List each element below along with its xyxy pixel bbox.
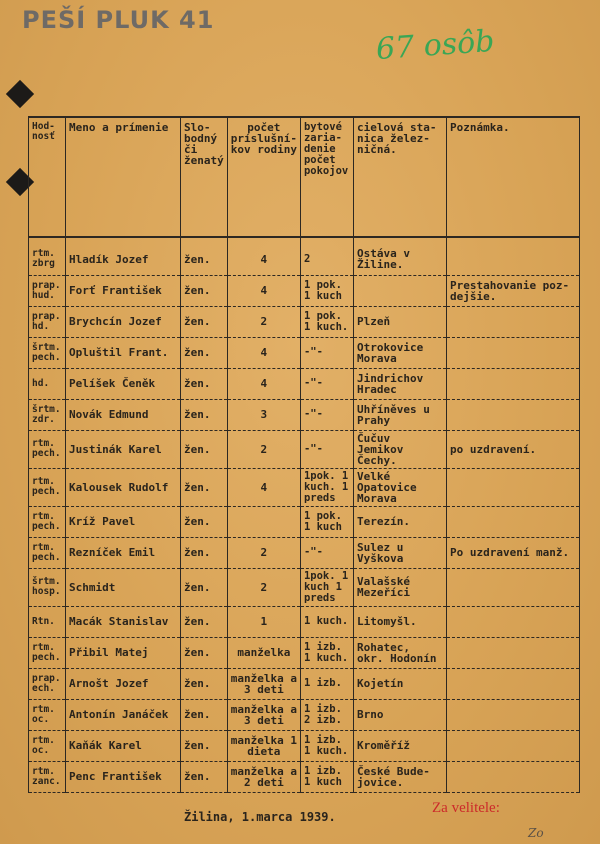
cell-name: Hladík Jozef bbox=[66, 244, 181, 275]
spacer-cell bbox=[227, 237, 300, 244]
header-family: počet príslušní-kov rodiny bbox=[227, 117, 300, 237]
cell-note bbox=[446, 306, 579, 337]
table-row bbox=[29, 306, 580, 337]
cell-name: Schmidt bbox=[66, 568, 181, 606]
table-row bbox=[29, 368, 580, 399]
spacer-cell bbox=[66, 237, 181, 244]
cell-rank: šrtm. zdr. bbox=[29, 399, 66, 430]
cell-note bbox=[446, 337, 579, 368]
spacer-cell bbox=[181, 237, 228, 244]
cell-note bbox=[446, 668, 579, 699]
cell-status: žen. bbox=[181, 730, 228, 761]
cell-name: Kríž Pavel bbox=[66, 506, 181, 537]
cell-status: žen. bbox=[181, 244, 228, 275]
cell-family: manželka a 3 deti bbox=[227, 668, 300, 699]
cell-rank: Rtn. bbox=[29, 606, 66, 637]
cell-status: žen. bbox=[181, 399, 228, 430]
cell-family: 1 bbox=[227, 606, 300, 637]
cell-status: žen. bbox=[181, 506, 228, 537]
cell-status: žen. bbox=[181, 430, 228, 468]
punch-hole-top bbox=[6, 80, 34, 108]
cell-destination bbox=[353, 275, 446, 306]
cell-rooms: -"- bbox=[300, 537, 353, 568]
cell-family: 2 bbox=[227, 568, 300, 606]
cell-status: žen. bbox=[181, 368, 228, 399]
table-row bbox=[29, 537, 580, 568]
cell-destination: Brno bbox=[353, 699, 446, 730]
cell-status: žen. bbox=[181, 668, 228, 699]
cell-note: Po uzdravení manž. bbox=[446, 537, 579, 568]
handwritten-count: 67 osôb bbox=[374, 23, 496, 68]
cell-family: manželka 1 dieta bbox=[227, 730, 300, 761]
cell-note bbox=[446, 730, 579, 761]
table-body bbox=[29, 237, 580, 792]
cell-name: Opluštil Frant. bbox=[66, 337, 181, 368]
cell-status: žen. bbox=[181, 275, 228, 306]
cell-destination: Rohatec, okr. Hodonín bbox=[353, 637, 446, 668]
cell-rank: rtm. zbrg bbox=[29, 244, 66, 275]
cell-rooms: 1 izb. 1 kuch. bbox=[300, 637, 353, 668]
spacer-cell bbox=[446, 237, 579, 244]
table-row bbox=[29, 730, 580, 761]
personnel-table bbox=[28, 116, 580, 793]
cell-rooms: 1 pok. 1 kuch bbox=[300, 275, 353, 306]
cell-destination: Plzeň bbox=[353, 306, 446, 337]
cell-family bbox=[227, 506, 300, 537]
cell-status: žen. bbox=[181, 606, 228, 637]
cell-name: Macák Stanislav bbox=[66, 606, 181, 637]
cell-name: Justinák Karel bbox=[66, 430, 181, 468]
cell-rank: prap. ech. bbox=[29, 668, 66, 699]
cell-rooms: 1pok. 1 kuch 1 preds bbox=[300, 568, 353, 606]
cell-family: 4 bbox=[227, 337, 300, 368]
table-row bbox=[29, 430, 580, 468]
table-header-row bbox=[29, 117, 580, 237]
header-name: Meno a prímenie bbox=[66, 117, 181, 237]
spacer-cell bbox=[29, 237, 66, 244]
cell-rank: hd. bbox=[29, 368, 66, 399]
cell-name: Arnošt Jozef bbox=[66, 668, 181, 699]
cell-note bbox=[446, 506, 579, 537]
table-row bbox=[29, 761, 580, 792]
spacer-cell bbox=[353, 237, 446, 244]
cell-rooms: 1 izb. bbox=[300, 668, 353, 699]
cell-rank: šrtm. pech. bbox=[29, 337, 66, 368]
cell-note bbox=[446, 606, 579, 637]
cell-family: manželka bbox=[227, 637, 300, 668]
cell-rank: rtm. pech. bbox=[29, 506, 66, 537]
document-date: Žilina, 1.marca 1939. bbox=[184, 810, 336, 824]
cell-status: žen. bbox=[181, 637, 228, 668]
table-row bbox=[29, 468, 580, 506]
cell-destination: Velké Opatovice Morava bbox=[353, 468, 446, 506]
header-destination: cielová sta-nica želez-ničná. bbox=[353, 117, 446, 237]
signature-line: Za velitele: bbox=[432, 800, 500, 816]
table-row bbox=[29, 606, 580, 637]
cell-status: žen. bbox=[181, 337, 228, 368]
cell-family: 3 bbox=[227, 399, 300, 430]
cell-note bbox=[446, 761, 579, 792]
regiment-stamp: PEŠÍ PLUK 41 bbox=[22, 6, 215, 34]
header-status: Slo-bodný či ženatý bbox=[181, 117, 228, 237]
cell-note bbox=[446, 368, 579, 399]
table-row bbox=[29, 506, 580, 537]
cell-rooms: 1 kuch. bbox=[300, 606, 353, 637]
cell-family: 4 bbox=[227, 244, 300, 275]
table-row bbox=[29, 668, 580, 699]
cell-rank: šrtm. hosp. bbox=[29, 568, 66, 606]
cell-note bbox=[446, 399, 579, 430]
cell-rank: rtm. pech. bbox=[29, 537, 66, 568]
cell-family: 4 bbox=[227, 468, 300, 506]
cell-rank: rtm. oc. bbox=[29, 730, 66, 761]
cell-rank: rtm. pech. bbox=[29, 430, 66, 468]
cell-name: Brychcín Jozef bbox=[66, 306, 181, 337]
cell-rooms: 1 izb. 1 kuch. bbox=[300, 730, 353, 761]
cell-rank: rtm. oc. bbox=[29, 699, 66, 730]
cell-name: Kalousek Rudolf bbox=[66, 468, 181, 506]
cell-status: žen. bbox=[181, 761, 228, 792]
table-row bbox=[29, 399, 580, 430]
cell-destination: Sulez u Vyškova bbox=[353, 537, 446, 568]
cell-destination: Otrokovice Morava bbox=[353, 337, 446, 368]
cell-family: 2 bbox=[227, 537, 300, 568]
cell-name: Antonín Janáček bbox=[66, 699, 181, 730]
cell-destination: Kojetín bbox=[353, 668, 446, 699]
cell-name: Penc František bbox=[66, 761, 181, 792]
cell-rank: prap. hd. bbox=[29, 306, 66, 337]
cell-name: Rezníček Emil bbox=[66, 537, 181, 568]
cell-rooms: 1 pok. 1 kuch. bbox=[300, 306, 353, 337]
cell-rooms: -"- bbox=[300, 430, 353, 468]
spacer-cell bbox=[300, 237, 353, 244]
cell-destination: České Bude-jovice. bbox=[353, 761, 446, 792]
cell-rooms: 2 bbox=[300, 244, 353, 275]
cell-status: žen. bbox=[181, 537, 228, 568]
cell-status: žen. bbox=[181, 699, 228, 730]
cell-destination: Jindrichov Hradec bbox=[353, 368, 446, 399]
cell-name: Pelíšek Čeněk bbox=[66, 368, 181, 399]
cell-rooms: -"- bbox=[300, 399, 353, 430]
cell-family: manželka a 3 deti bbox=[227, 699, 300, 730]
cell-rank: rtm. zanc. bbox=[29, 761, 66, 792]
cell-note bbox=[446, 468, 579, 506]
pencil-mark: Zo bbox=[528, 826, 544, 840]
cell-name: Forť František bbox=[66, 275, 181, 306]
cell-rank: rtm. pech. bbox=[29, 637, 66, 668]
cell-name: Novák Edmund bbox=[66, 399, 181, 430]
cell-destination: Valašské Mezeříci bbox=[353, 568, 446, 606]
cell-destination: Ostáva v Žiline. bbox=[353, 244, 446, 275]
cell-rank: prap. hud. bbox=[29, 275, 66, 306]
cell-status: žen. bbox=[181, 306, 228, 337]
cell-destination: Uhříněves u Prahy bbox=[353, 399, 446, 430]
table-row bbox=[29, 637, 580, 668]
table-row bbox=[29, 699, 580, 730]
cell-note bbox=[446, 244, 579, 275]
cell-destination: Kroměříž bbox=[353, 730, 446, 761]
cell-rooms: -"- bbox=[300, 368, 353, 399]
cell-note: Prestahovanie poz-dejšie. bbox=[446, 275, 579, 306]
cell-status: žen. bbox=[181, 468, 228, 506]
cell-family: manželka a 2 deti bbox=[227, 761, 300, 792]
cell-destination: Čučuv Jemikov Čechy. bbox=[353, 430, 446, 468]
cell-rooms: 1 izb. 1 kuch bbox=[300, 761, 353, 792]
cell-rooms: 1pok. 1 kuch. 1 preds bbox=[300, 468, 353, 506]
header-rooms: bytové zaria-denie počet pokojov bbox=[300, 117, 353, 237]
cell-rooms: -"- bbox=[300, 337, 353, 368]
cell-note bbox=[446, 699, 579, 730]
cell-name: Kaňák Karel bbox=[66, 730, 181, 761]
cell-rooms: 1 izb. 2 izb. bbox=[300, 699, 353, 730]
table-row bbox=[29, 568, 580, 606]
cell-family: 2 bbox=[227, 306, 300, 337]
table-row bbox=[29, 275, 580, 306]
cell-status: žen. bbox=[181, 568, 228, 606]
cell-family: 4 bbox=[227, 368, 300, 399]
cell-destination: Terezín. bbox=[353, 506, 446, 537]
cell-note: po uzdravení. bbox=[446, 430, 579, 468]
cell-destination: Litomyšl. bbox=[353, 606, 446, 637]
cell-rooms: 1 pok. 1 kuch bbox=[300, 506, 353, 537]
table-row bbox=[29, 244, 580, 275]
cell-rank: rtm. pech. bbox=[29, 468, 66, 506]
cell-name: Přibil Matej bbox=[66, 637, 181, 668]
table-row bbox=[29, 337, 580, 368]
cell-family: 4 bbox=[227, 275, 300, 306]
header-note: Poznámka. bbox=[446, 117, 579, 237]
cell-note bbox=[446, 637, 579, 668]
header-rank: Hod-nosť bbox=[29, 117, 66, 237]
cell-note bbox=[446, 568, 579, 606]
table-spacer bbox=[29, 237, 580, 244]
cell-family: 2 bbox=[227, 430, 300, 468]
